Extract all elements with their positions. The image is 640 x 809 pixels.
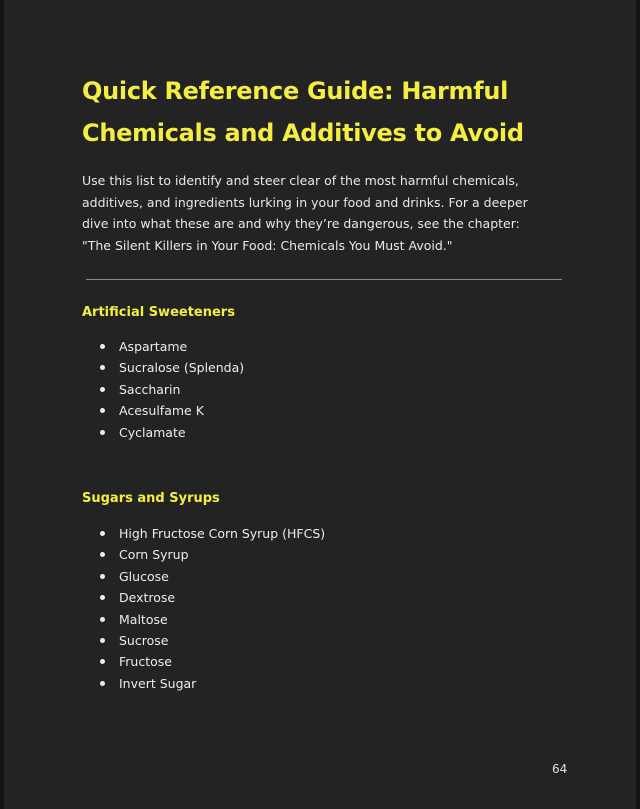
- artificial-sweeteners-list: [100, 336, 244, 443]
- bullet-icon: [100, 531, 105, 536]
- bullet-icon: [100, 638, 105, 643]
- list-item: [100, 379, 244, 400]
- list-item-label: Acesulfame K: [119, 403, 204, 419]
- list-item-label: Maltose: [119, 611, 168, 627]
- bullet-icon: [100, 552, 105, 557]
- bullet-icon: [100, 387, 105, 392]
- list-item-label: Cyclamate: [119, 424, 186, 440]
- bullet-icon: [100, 617, 105, 622]
- section-heading-sugars-and-syrups: Sugars and Syrups: [82, 491, 220, 506]
- list-item: [100, 357, 244, 378]
- page-number: 64: [552, 762, 568, 776]
- list-item: [100, 422, 244, 443]
- list-item: [100, 587, 325, 608]
- bullet-icon: [100, 659, 105, 664]
- section-divider: [86, 279, 562, 280]
- list-item-label: High Fructose Corn Syrup (HFCS): [119, 526, 326, 541]
- sugars-and-syrups-list: [100, 523, 325, 694]
- list-item: [100, 544, 325, 565]
- bullet-icon: [100, 681, 105, 686]
- list-item-label: Dextrose: [119, 590, 176, 606]
- list-item-label: Sucrose: [119, 632, 169, 648]
- list-item: [100, 630, 325, 651]
- section-heading-artificial-sweeteners: Artificial Sweeteners: [82, 305, 235, 320]
- list-item-label: Glucose: [119, 568, 169, 584]
- list-item-label: Saccharin: [119, 381, 181, 397]
- list-item: [100, 673, 325, 694]
- list-item: [100, 336, 244, 357]
- list-item: [100, 566, 325, 587]
- bullet-icon: [100, 365, 105, 370]
- list-item: [100, 609, 325, 630]
- bullet-icon: [100, 574, 105, 579]
- bullet-icon: [100, 344, 105, 349]
- bullet-icon: [100, 430, 105, 435]
- page-title: Quick Reference Guide: Harmful Chemicals and Additives to Avoid: [82, 77, 524, 147]
- intro-paragraph: Use this list to identify and steer clear of the most harmful chemicals, additives, and ingredients lurking in your food and drinks. For a deeper dive into what these are and why they’re dangerous, see the chapter: "The Silent Killers in Your Food: Chemicals You Must Avoid.": [82, 173, 528, 253]
- list-item-label: Corn Syrup: [119, 547, 189, 563]
- list-item: [100, 651, 325, 672]
- list-item-label: Aspartame: [119, 339, 188, 354]
- list-item-label: Sucralose (Splenda): [119, 360, 245, 376]
- list-item: [100, 523, 325, 544]
- list-item: [100, 400, 244, 421]
- list-item-label: Invert Sugar: [119, 675, 197, 691]
- bullet-icon: [100, 408, 105, 413]
- bullet-icon: [100, 595, 105, 600]
- list-item-label: Fructose: [119, 654, 172, 670]
